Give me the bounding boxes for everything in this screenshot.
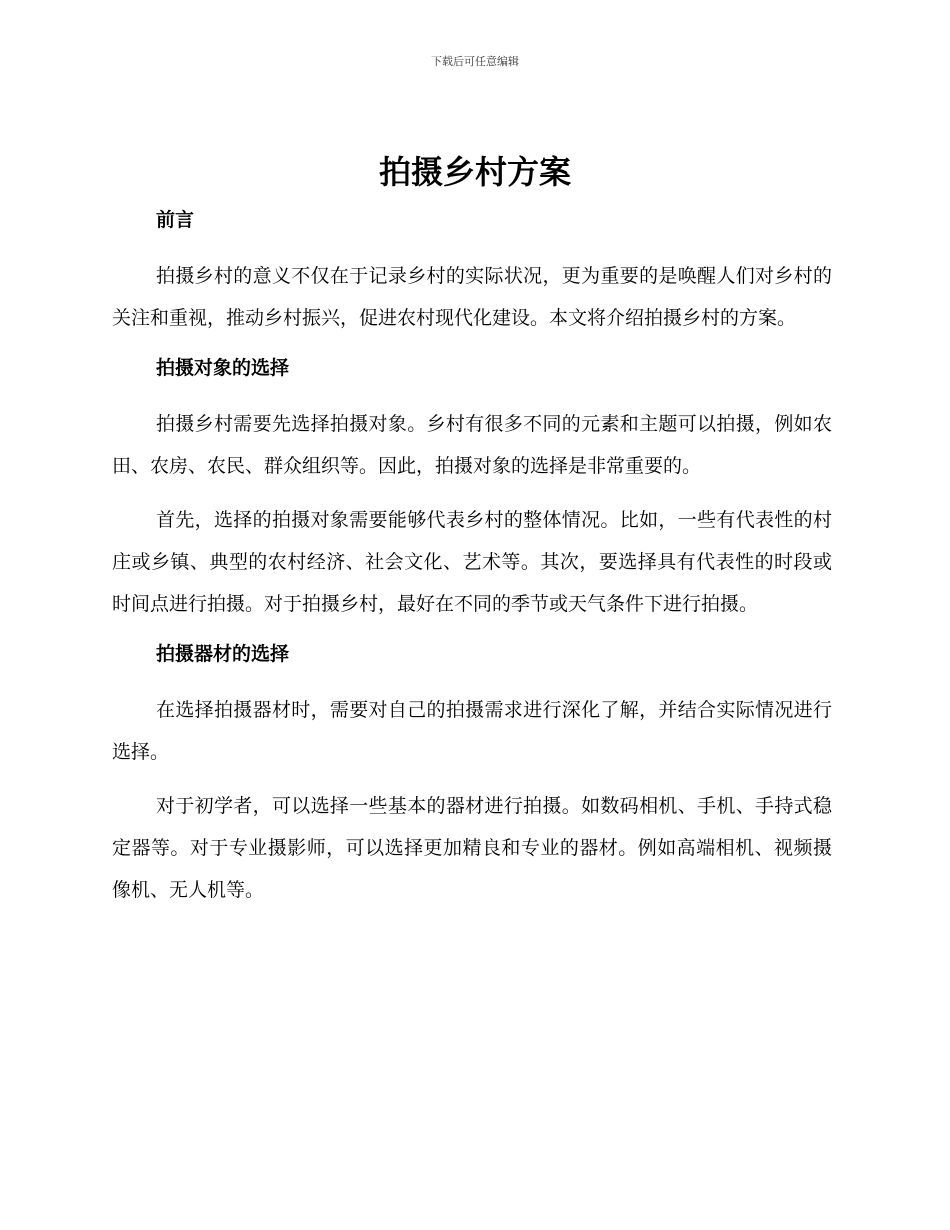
header-note: 下载后可任意编辑	[431, 55, 519, 68]
section-equipment-selection	[112, 637, 832, 911]
paragraph: 在选择拍摄器材时，需要对自己的拍摄需求进行深化了解，并结合实际情况进行选择。	[112, 699, 832, 763]
section-heading: 拍摄器材的选择	[156, 643, 290, 665]
section-heading: 前言	[156, 209, 195, 231]
section-subject-selection	[112, 351, 832, 625]
section-heading: 拍摄对象的选择	[156, 357, 290, 379]
paragraph: 拍摄乡村的意义不仅在于记录乡村的实际状况，更为重要的是唤醒人们对乡村的关注和重视，推动乡村振兴，促进农村现代化建设。本文将介绍拍摄乡村的方案。	[112, 265, 832, 329]
section-preface	[112, 203, 832, 339]
paragraph: 首先，选择的拍摄对象需要能够代表乡村的整体情况。比如，一些有代表性的村庄或乡镇、典型的农村经济、社会文化、艺术等。其次，要选择具有代表性的时段或时间点进行拍摄。对于拍摄乡村，最好在不同的季节或天气条件下进行拍摄。	[112, 509, 832, 615]
paragraph: 对于初学者，可以选择一些基本的器材进行拍摄。如数码相机、手机、手持式稳定器等。对于专业摄影师，可以选择更加精良和专业的器材。例如高端相机、视频摄像机、无人机等。	[112, 795, 832, 901]
document-title: 拍摄乡村方案	[378, 153, 571, 191]
document-body	[112, 203, 832, 923]
paragraph: 拍摄乡村需要先选择拍摄对象。乡村有很多不同的元素和主题可以拍摄，例如农田、农房、农民、群众组织等。因此，拍摄对象的选择是非常重要的。	[112, 413, 832, 477]
